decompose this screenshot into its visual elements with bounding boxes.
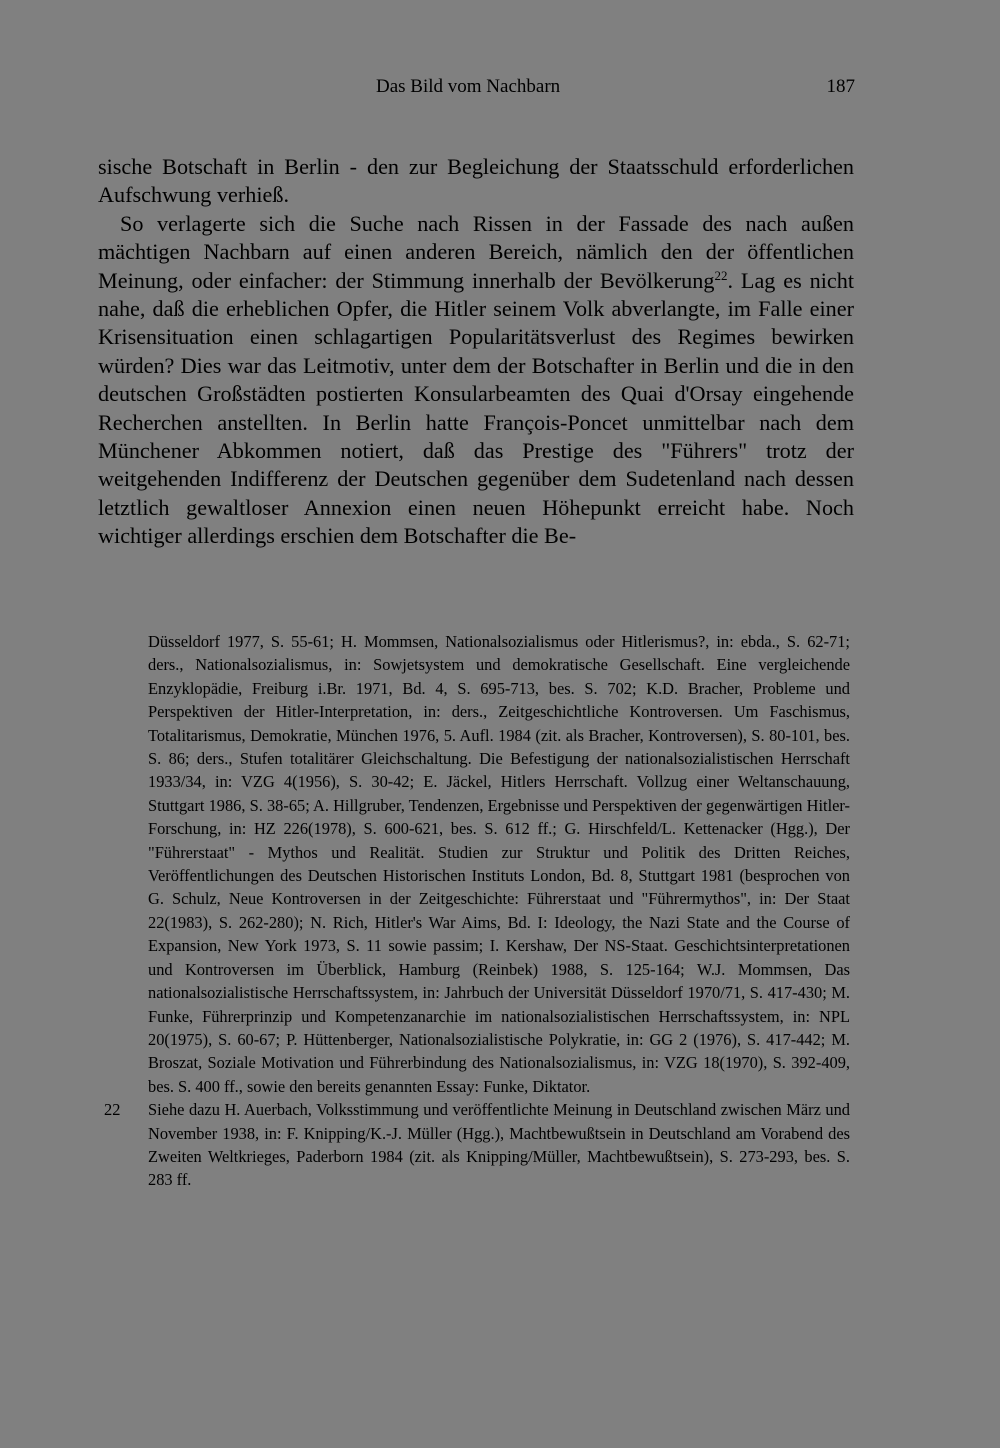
body-paragraph-2-text: So verlagerte sich die Suche nach Rissen in der Fassade des nach außen mächtigen Nachbarn auf einen anderen Bereich, nämlich den der öffentlichen Meinung, oder einfacher: der Stimmung innerhalb der Bevölkerung <box>98 210 854 293</box>
footnote-22 <box>104 1098 850 1192</box>
footnote-continuation: Düsseldorf 1977, S. 55-61; H. Mommsen, Nationalsozialismus oder Hitlerismus?, in: ebda., S. 62-71; ders., Nationalsozialismus, in: Sowjetsystem und demokratische Gesellschaft. Eine vergleichende Enzyklopädie, Freiburg i.Br. 1971, Bd. 4, S. 695-713, bes. S. 702; K.D. Bracher, Probleme und Perspektiven der Hitler-Interpretation, in: ders., Zeitgeschichtliche Kontroversen. Um Faschismus, Totalitarismus, Demokratie, München 1976, 5. Aufl. 1984 (zit. als Bracher, Kontroversen), S. 80-101, bes. S. 86; ders., Stufen totalitärer Gleichschaltung. Die Befestigung der nationalsozialistischen Herrschaft 1933/34, in: VZG 4(1956), S. 30-42; E. Jäckel, Hitlers Herrschaft. Vollzug einer Weltanschauung, Stuttgart 1986, S. 38-65; A. Hillgruber, Tendenzen, Ergebnisse und Perspektiven der gegenwärtigen Hitler-Forschung, in: HZ 226(1978), S. 600-621, bes. S. 612 ff.; G. Hirschfeld/L. Kettenacker (Hgg.), Der "Führerstaat" - Mythos und Realität. Studien zur Struktur und Politik des Dritten Reiches, Veröffentlichungen des Deutschen Historischen Instituts London, Bd. 8, Stuttgart 1981 (besprochen von G. Schulz, Neue Kontroversen in der Zeitgeschichte: Führerstaat und "Führermythos", in: Der Staat 22(1983), S. 262-280); N. Rich, Hitler's War Aims, Bd. I: Ideology, the Nazi State and the Course of Expansion, New York 1973, S. 11 sowie passim; I. Kershaw, Der NS-Staat. Geschichtsinterpretationen und Kontroversen im Überblick, Hamburg (Reinbek) 1988, S. 125-164; W.J. Mommsen, Das nationalsozialistische Herrschaftssystem, in: Jahrbuch der Universität Düsseldorf 1970/71, S. 417-430; M. Funke, Führerprinzip und Kompetenzanarchie im nationalsozialistischen Herrschaftssystem, in: NPL 20(1975), S. 60-67; P. Hüttenberger, Nationalsozialistische Polykratie, in: GG 2 (1976), S. 417-442; M. Broszat, Soziale Motivation und Führerbindung des Nationalsozialismus, in: VZG 18(1970), S. 392-409, bes. S. 400 ff., sowie den bereits genannten Essay: Funke, Diktator. <box>148 632 850 1096</box>
page-number: 187 <box>826 76 855 97</box>
body-paragraph-2 <box>98 210 854 551</box>
footnotes-section <box>104 630 850 1192</box>
body-paragraph-2-continuation: . Lag es nicht nahe, daß die erheblichen Opfer, die Hitler seinem Volk abverlangte, im Falle einer Krisensituation einen schlagartigen Popularitätsverlust des Regimes bewirken würden? Dies war das Leitmotiv, unter dem der Botschafter in Berlin und die in den deutschen Großstädten postierten Konsularbeamten des Quai d'Orsay eingehende Recherchen anstellten. In Berlin hatte François-Poncet unmittelbar nach dem Münchener Abkommen notiert, daß das Prestige des "Führers" trotz der weitgehenden Indifferenz der Deutschen gegenüber dem Sudetenland nach dessen letztlich gewaltloser Annexion einen neuen Höhepunkt erreicht habe. Noch wichtiger allerdings erschien dem Botschafter die Be- <box>98 267 855 549</box>
main-text <box>98 153 854 551</box>
body-paragraph-1: sische Botschaft in Berlin - den zur Begleichung der Staatsschuld erforderlichen Aufschwung verhieß. <box>98 154 854 208</box>
running-title: Das Bild vom Nachbarn <box>376 76 561 97</box>
footnote-number: 22 <box>104 1100 121 1120</box>
running-head <box>0 76 1000 102</box>
footnote-text: Siehe dazu H. Auerbach, Volksstimmung und veröffentlichte Meinung in Deutschland zwischen März und November 1938, in: F. Knipping/K.-J. Müller (Hgg.), Machtbewußtsein in Deutschland am Vorabend des Zweiten Weltkrieges, Paderborn 1984 (zit. als Knipping/Müller, Machtbewußtsein), S. 273-293, bes. S. 283 ff. <box>148 1100 850 1190</box>
footnote-reference-22[interactable]: 22 <box>714 267 728 283</box>
